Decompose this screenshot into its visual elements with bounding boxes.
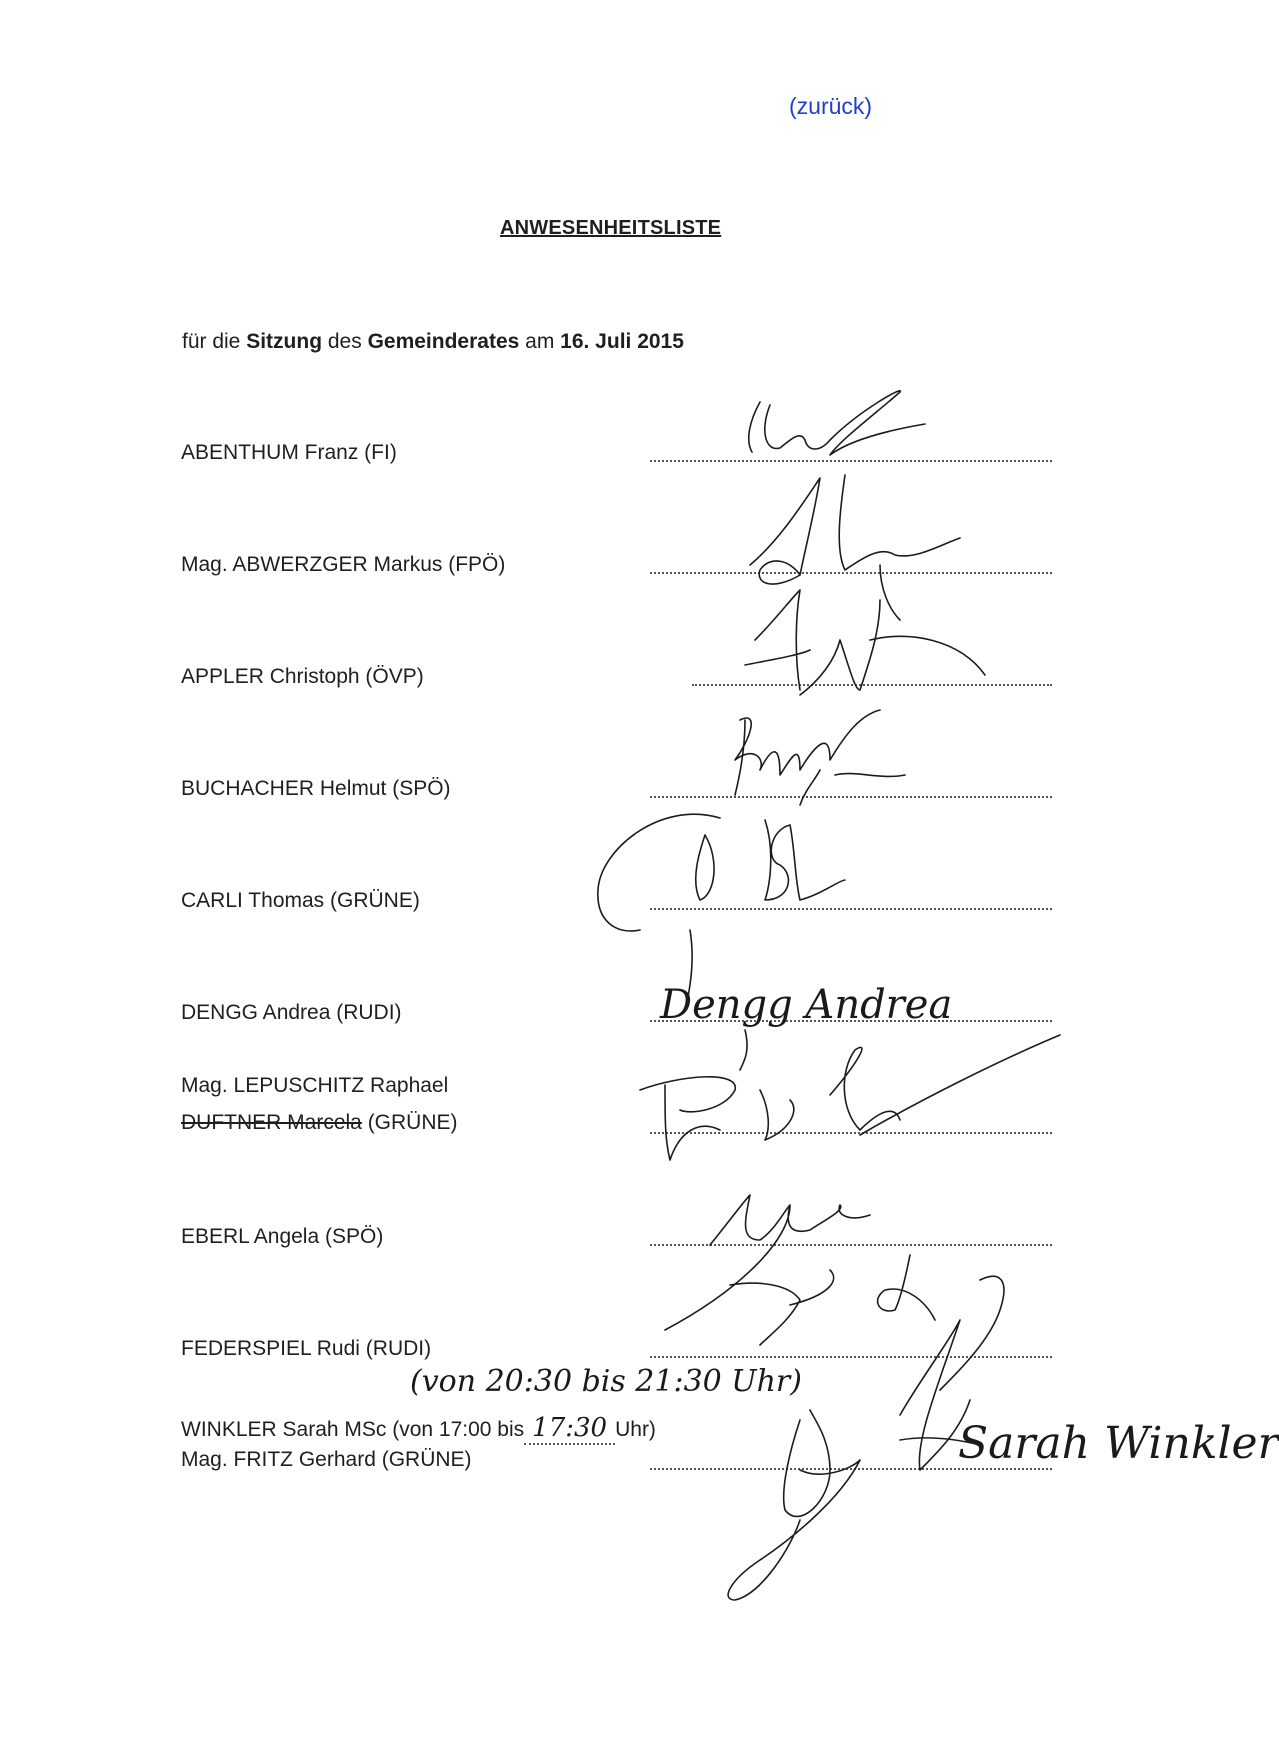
attendee-name: DENGG Andrea (RUDI) xyxy=(181,1001,402,1024)
signature-line xyxy=(692,684,1052,686)
attendee-name: APPLER Christoph (ÖVP) xyxy=(181,665,424,688)
attendee-name: Mag. FRITZ Gerhard (GRÜNE) xyxy=(181,1448,472,1471)
signature-line xyxy=(650,460,1052,462)
intro-line xyxy=(182,330,684,354)
handwritten-time-note: (von 20:30 bis 21:30 Uhr) xyxy=(410,1364,802,1399)
time-prefix: (von 17:00 bis xyxy=(386,1418,525,1441)
intro-middle: des xyxy=(322,330,368,353)
intro-date: 16. Juli 2015 xyxy=(560,330,684,353)
signature-carli xyxy=(598,814,845,931)
document-title: ANWESENHEITSLISTE xyxy=(500,217,722,239)
intro-prefix: für die xyxy=(182,330,247,353)
party-suffix: (GRÜNE) xyxy=(361,1111,458,1134)
signature-line xyxy=(650,1132,1052,1134)
signature-line xyxy=(650,908,1052,910)
signature-abenthum xyxy=(749,391,925,455)
signature-fritz xyxy=(728,1320,980,1600)
intro-at: am xyxy=(519,330,561,353)
intro-meeting: Sitzung xyxy=(246,330,323,353)
attendee-name: ABENTHUM Franz (FI) xyxy=(181,441,397,464)
signature-line xyxy=(650,796,1052,798)
signature-dengg: Dengg Andrea xyxy=(660,982,953,1028)
signature-lepuschitz xyxy=(640,1035,1060,1160)
attendee-name: BUCHACHER Helmut (SPÖ) xyxy=(181,777,451,800)
signature-line xyxy=(650,1244,1052,1246)
attendee-name-replaced xyxy=(181,1111,458,1135)
signature-winkler: Sarah Winkler xyxy=(958,1418,1279,1469)
handwritten-end-time: 17:30 xyxy=(524,1413,615,1445)
attendee-name: WINKLER Sarah MSc xyxy=(181,1418,387,1441)
signature-buchacher xyxy=(735,710,905,805)
signature-eberl xyxy=(665,1195,870,1330)
struck-name: DUFTNER Marcela xyxy=(181,1111,362,1134)
signature-abwerzger xyxy=(750,475,960,620)
back-link[interactable]: (zurück) xyxy=(789,93,873,119)
attendee-name: FEDERSPIEL Rudi (RUDI) xyxy=(181,1337,432,1360)
signature-appler xyxy=(745,590,985,695)
attendee-name: Mag. ABWERZGER Markus (FPÖ) xyxy=(181,553,506,576)
attendee-name: CARLI Thomas (GRÜNE) xyxy=(181,889,420,912)
signature-line xyxy=(650,572,1052,574)
time-suffix: Uhr) xyxy=(615,1418,656,1441)
attendee-name-with-time xyxy=(181,1413,656,1445)
signature-line xyxy=(650,1356,1052,1358)
attendee-name: EBERL Angela (SPÖ) xyxy=(181,1225,384,1248)
intro-council: Gemeinderates xyxy=(367,330,520,353)
attendee-name: Mag. LEPUSCHITZ Raphael xyxy=(181,1074,449,1097)
